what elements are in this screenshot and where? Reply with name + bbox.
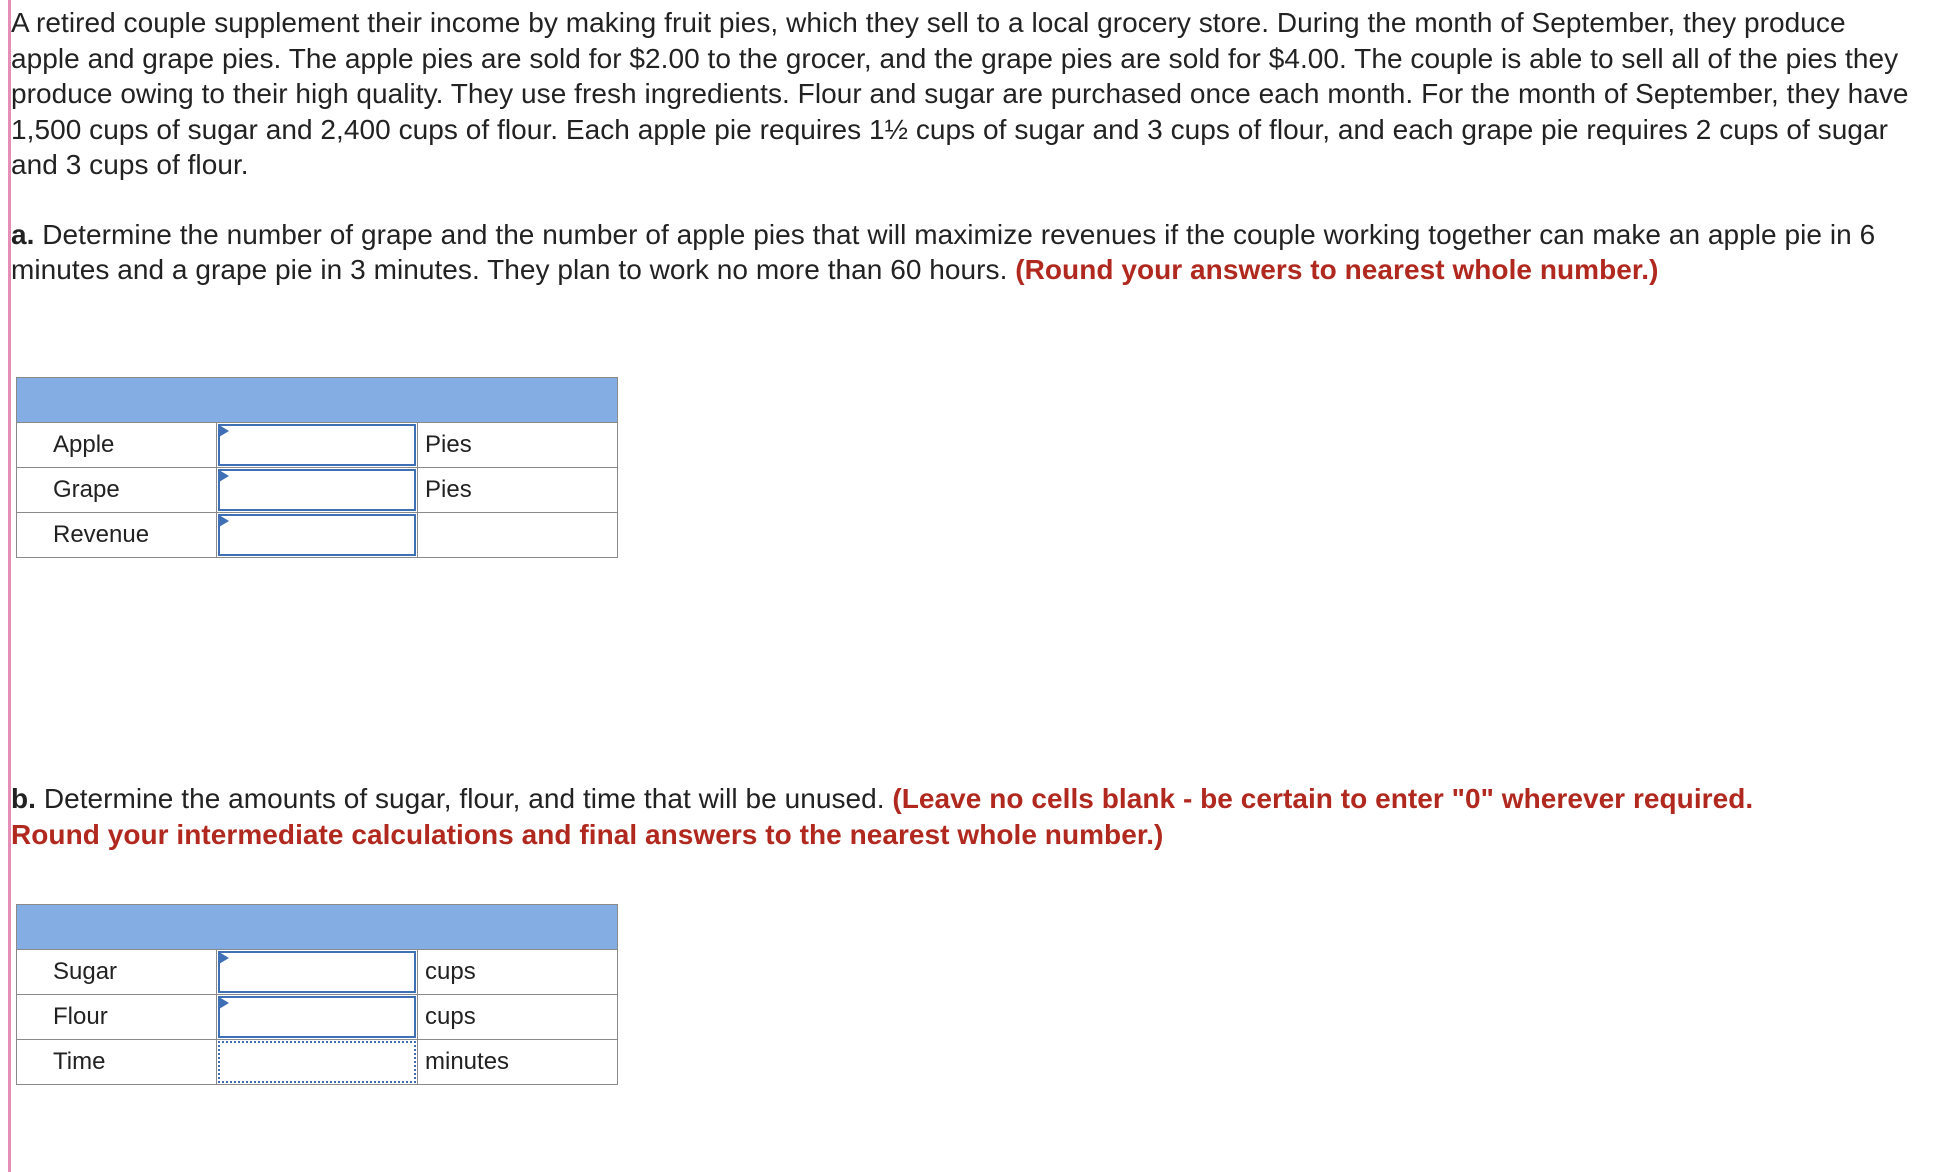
table-row [17,423,618,468]
row-unit-apple: Pies [418,423,618,468]
apple-pies-input[interactable] [218,424,416,466]
answer-flag-icon [219,515,229,527]
table-header-row [17,378,618,423]
part-b-lead: b. [11,783,36,814]
answer-flag-icon [219,997,229,1009]
row-unit-time: minutes [418,1040,618,1085]
question-content [11,5,1911,288]
table-row [17,513,618,558]
part-a-prompt [11,217,1891,288]
row-unit-grape: Pies [418,468,618,513]
unused-flour-input[interactable] [218,996,416,1038]
flour-input-cell [217,995,418,1040]
table-row [17,1040,618,1085]
part-a-instruction: (Round your answers to nearest whole number.) [1015,254,1659,285]
grape-input-cell [217,468,418,513]
table-row [17,995,618,1040]
part-a-text: Determine the number of grape and the number of apple pies that will maximize revenues if the couple working together can make an apple pie in 6 minutes and a grape pie in 3 minutes. They plan to work no more than 60 hours. [11,218,1876,285]
revenue-input-cell [217,513,418,558]
part-b-instruction: (Leave no cells blank - be certain to enter "0" wherever required. Round your intermediate calculations and final answers to the nearest whole number.) [11,783,1754,850]
time-input-cell [217,1040,418,1085]
table-row [17,468,618,513]
row-label-grape: Grape [17,468,217,513]
sugar-input-cell [217,950,418,995]
table-header-row [17,905,618,950]
row-label-apple: Apple [17,423,217,468]
part-a-answer-table [16,377,618,558]
row-label-revenue: Revenue [17,513,217,558]
revenue-input[interactable] [218,514,416,556]
table-row [17,950,618,995]
unused-time-input[interactable] [218,1041,416,1083]
part-a-lead: a. [11,218,35,250]
unused-sugar-input[interactable] [218,951,416,993]
row-unit-revenue [418,513,618,558]
apple-input-cell [217,423,418,468]
part-b-text: Determine the amounts of sugar, flour, and time that will be unused. [35,783,893,814]
row-unit-sugar: cups [418,950,618,995]
grape-pies-input[interactable] [218,469,416,511]
row-unit-flour: cups [418,995,618,1040]
answer-flag-icon [219,952,229,964]
part-b-answer-table [16,904,618,1085]
row-label-sugar: Sugar [17,950,217,995]
problem-intro: A retired couple supplement their income by making fruit pies, which they sell to a local grocery store. During the month of September, they produce apple and grape pies. The apple pies are sold for $2.00 to the grocer, and the grape pies are sold for $4.00. The couple is able to sell all of the pies they produce owing to their high quality. They use fresh ingredients. Flour and sugar are purchased once each month. For the month of September, they have 1,500 cups of sugar and 2,400 cups of flour. Each apple pie requires 1½ cups of sugar and 3 cups of flour, and each grape pie requires 2 cups of sugar and 3 cups of flour. [11,7,1909,180]
answer-flag-icon [219,425,229,437]
part-b-prompt [11,781,1811,852]
answer-flag-icon [219,470,229,482]
row-label-time: Time [17,1040,217,1085]
part-b-section [11,781,1891,852]
row-label-flour: Flour [17,995,217,1040]
